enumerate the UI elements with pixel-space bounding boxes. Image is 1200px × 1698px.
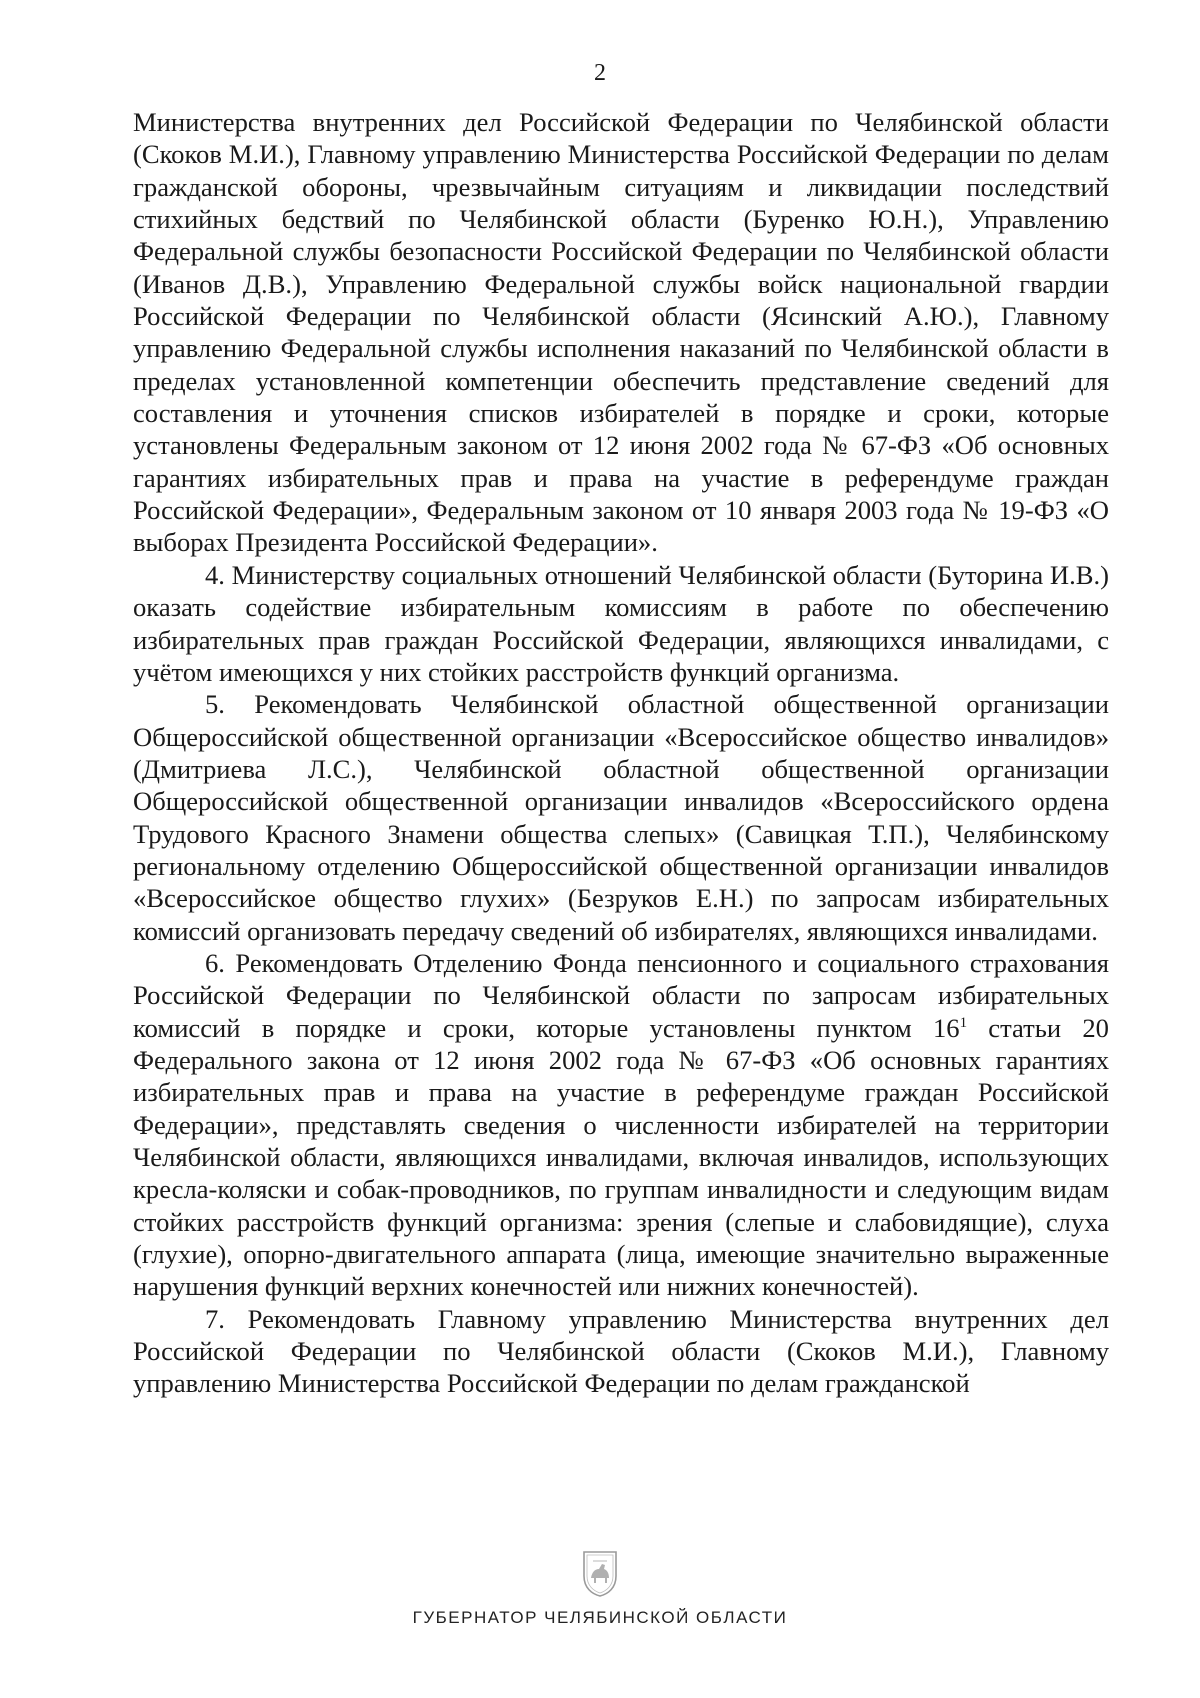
paragraph-6 [133, 947, 1109, 1303]
page-number: 2 [594, 60, 606, 86]
paragraph-6-superscript: 1 [959, 1014, 968, 1031]
paragraph-5: 5. Рекомендовать Челябинской областной общественной организации Общероссийской общественной организации «Всероссийское общество инвалидов» (Дмитриева Л.С.), Челябинской областной общественной организации Общероссийской общественной организации инвалидов «Всероссийского ордена Трудового Красного Знамени общества слепых» (Савицкая Т.П.), Челябинскому региональному отделению Общероссийской общественной организации инвалидов «Всероссийское общество глухих» (Безруков Е.Н.) по запросам избирательных комиссий организовать передачу сведений об избирателях, являющихся инвалидами. [133, 689, 1109, 946]
paragraph-6-part-1: 6. Рекомендовать Отделению Фонда пенсионного и социального страхования Российской Федерации по Челябинской области по запросам избирательных комиссий в порядке и сроки, которые установлены пунктом 16 [133, 947, 1109, 1043]
chelyabinsk-coat-of-arms-icon [580, 1548, 620, 1598]
paragraph-7: 7. Рекомендовать Главному управлению Министерства внутренних дел Российской Федерации по Челябинской области (Скоков М.И.), Главному управлению Министерства Российской Федерации по делам гражданской [133, 1303, 1109, 1399]
footer-title: ГУБЕРНАТОР ЧЕЛЯБИНСКОЙ ОБЛАСТИ [412, 1608, 788, 1627]
document-body [133, 106, 1109, 1400]
document-footer [0, 1548, 1200, 1628]
paragraph-intro: Министерства внутренних дел Российской Федерации по Челябинской области (Скоков М.И.), Главному управлению Министерства Российской Федерации по делам гражданской обороны, чрезвычайным ситуациям и ликвидации последствий стихийных бедствий по Челябинской области (Буренко Ю.Н.), Управлению Федеральной службы безопасности Российской Федерации по Челябинской области (Иванов Д.В.), Управлению Федеральной службы войск национальной гвардии Российской Федерации по Челябинской области (Ясинский А.Ю.), Главному управлению Федеральной службы исполнения наказаний по Челябинской области в пределах установленной компетенции обеспечить представление сведений для составления и уточнения списков избирателей в порядке и сроки, которые установлены Федеральным законом от 12 июня 2002 года № 67-ФЗ «Об основных гарантиях избирательных прав и права на участие в референдуме граждан Российской Федерации», Федеральным законом от 10 января 2003 года № 19-ФЗ «О выборах Президента Российской Федерации». [133, 107, 1109, 558]
paragraph-6-part-2: статьи 20 Федерального закона от 12 июня 2002 года № 67-ФЗ «Об основных гарантиях избирательных прав и права на участие в референдуме граждан Российской Федерации», представлять сведения о численности избирателей на территории Челябинской области, являющихся инвалидами, включая инвалидов, использующих кресла-коляски и собак-проводников, по группам инвалидности и следующим видам стойких расстройств функций организма: зрения (слепые и слабовидящие), слуха (глухие), опорно-двигательного аппарата (лица, имеющие значительно выраженные нарушения функций верхних конечностей или нижних конечностей). [133, 1012, 1109, 1302]
paragraph-4: 4. Министерству социальных отношений Челябинской области (Буторина И.В.) оказать содействие избирательным комиссиям в работе по обеспечению избирательных прав граждан Российской Федерации, являющихся инвалидами, с учётом имеющихся у них стойких расстройств функций организма. [133, 559, 1109, 687]
